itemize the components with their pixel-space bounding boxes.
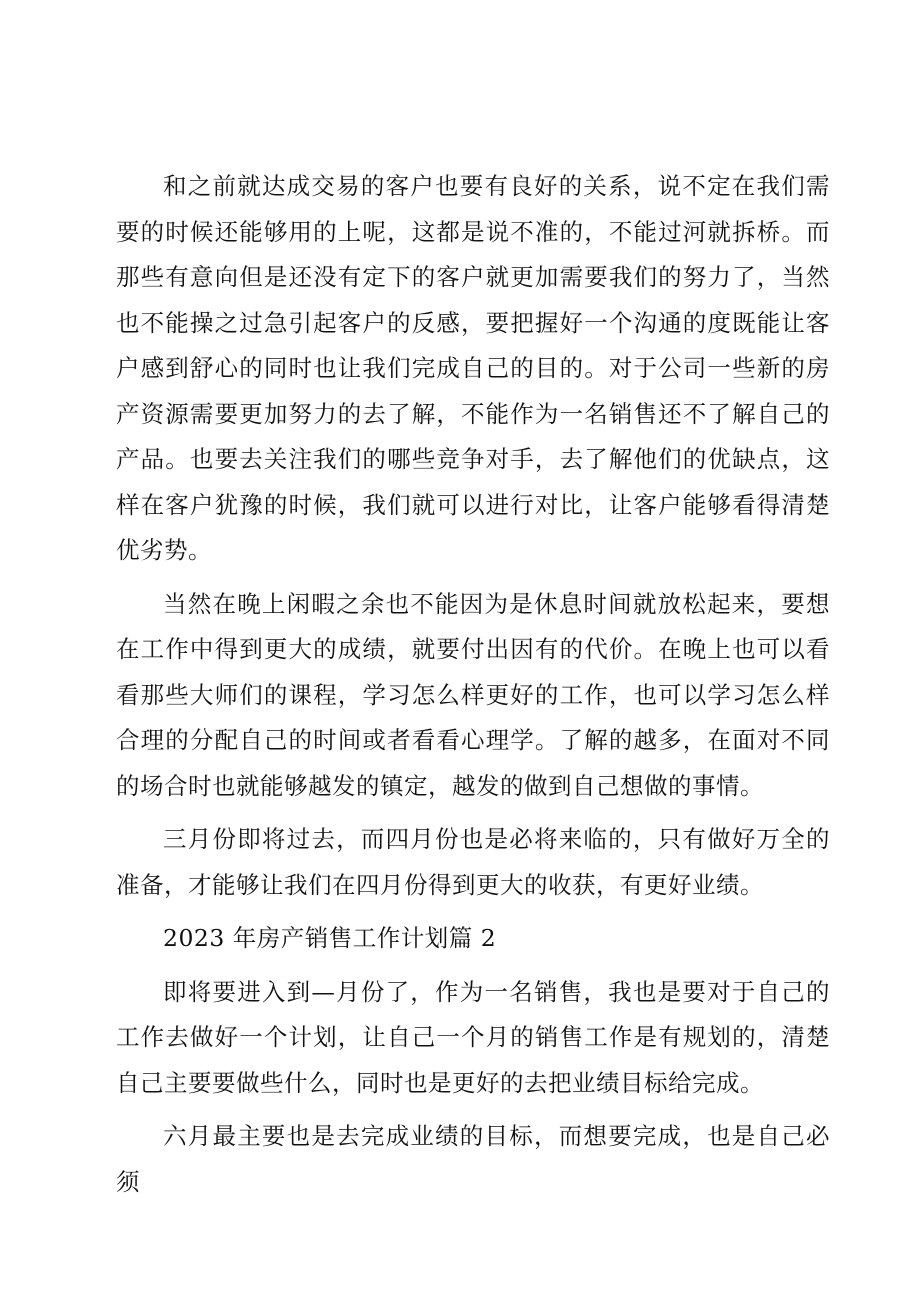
document-body	[116, 164, 830, 1205]
paragraph-june-goal: 六月最主要也是去完成业绩的目标，而想要完成，也是自己必须	[116, 1122, 830, 1196]
paragraph-april-preparation: 三月份即将过去，而四月份也是必将来临的，只有做好万全的准备，才能够让我们在四月份得到更大的收获，有更好业绩。	[116, 825, 830, 899]
paragraph-monthly-plan: 即将要进入到—月份了，作为一名销售，我也是要对于自己的工作去做好一个计划，让自己一个月的销售工作是有规划的，清楚自己主要要做些什么，同时也是更好的去把业绩目标给完成。	[116, 977, 830, 1097]
section-heading: 2023 年房产销售工作计划篇 2	[163, 924, 497, 952]
paragraph-client-relations: 和之前就达成交易的客户也要有良好的关系，说不定在我们需要的时候还能够用的上呢，这都是说不准的，不能过河就拆桥。而那些有意向但是还没有定下的客户就更加需要我们的努力了，当然也不能操之过急引起客户的反感，要把握好一个沟通的度既能让客户感到舒心的同时也让我们完成自己的目的。对于公司一些新的房产资源需要更加努力的去了解，不能作为一名销售还不了解自己的产品。也要去关注我们的哪些竞争对手，去了解他们的优缺点，这样在客户犹豫的时候，我们就可以进行对比，让客户能够看得清楚优劣势。	[116, 172, 830, 564]
paragraph-evening-study: 当然在晚上闲暇之余也不能因为是休息时间就放松起来，要想在工作中得到更大的成绩，就要付出因有的代价。在晚上也可以看看那些大师们的课程，学习怎么样更好的工作，也可以学习怎么样合理的分配自己的时间或者看看心理学。了解的越多，在面对不同的场合时也就能够越发的镇定，越发的做到自己想做的事情。	[116, 589, 830, 800]
